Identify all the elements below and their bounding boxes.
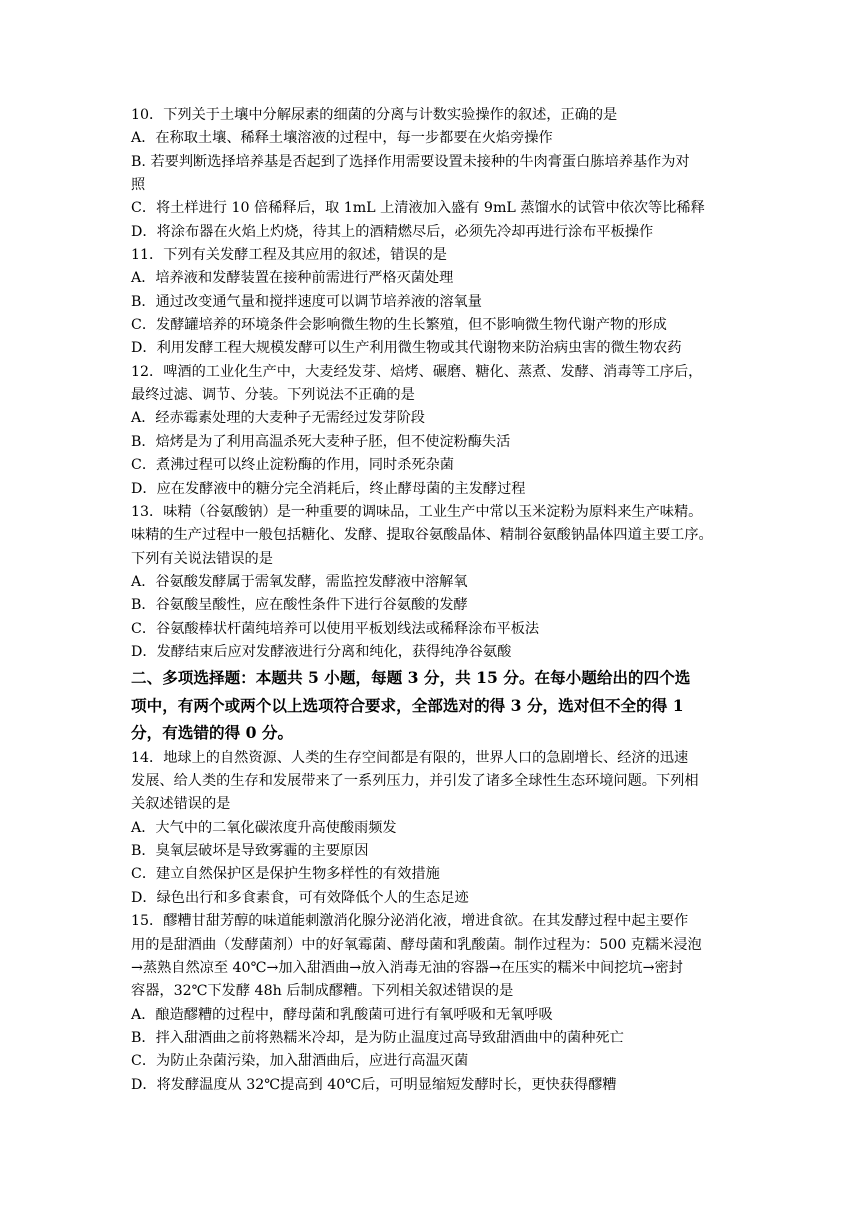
question-text-line: B．通过改变通气量和搅拌速度可以调节培养液的溶氧量: [131, 293, 482, 310]
section-heading-line: 项中，有两个或两个以上选项符合要求，全部选对的得 3 分，选对但不全的得 1: [131, 695, 684, 715]
exam-page: [131, 104, 741, 1097]
question-text-line: →蒸熟自然凉至 40℃→加入甜酒曲→放入消毒无油的容器→在压实的糯米中间挖坑→密封: [131, 959, 683, 976]
question-text-line: D．将涂布器在火焰上灼烧，待其上的酒精燃尽后，必须先冷却再进行涂布平板操作: [131, 223, 654, 240]
question-text-line: D．利用发酵工程大规模发酵可以生产利用微生物或其代谢物来防治病虫害的微生物农药: [131, 340, 682, 357]
question-text-line: 14．地球上的自然资源、人类的生存空间都是有限的，世界人口的急剧增长、经济的迅速: [131, 749, 689, 766]
question-text-line: C．为防止杂菌污染，加入甜酒曲后，应进行高温灭菌: [131, 1053, 469, 1070]
question-text-line: B．谷氨酸呈酸性，应在酸性条件下进行谷氨酸的发酵: [131, 597, 468, 614]
question-text-line: 发展、给人类的生存和发展带来了一系列压力，并引发了诸多全球性生态环境问题。下列相: [131, 773, 699, 790]
section-heading-line: 分，有选错的得 0 分。: [131, 723, 294, 743]
question-text-line: C．谷氨酸棒状杆菌纯培养可以使用平板划线法或稀释涂布平板法: [131, 620, 540, 637]
question-text-line: 照: [131, 177, 146, 194]
question-text-line: 味精的生产过程中一般包括糖化、发酵、提取谷氨酸晶体、精制谷氨酸钠晶体四道主要工序。: [131, 527, 713, 544]
question-text-line: C．发酵罐培养的环境条件会影响微生物的生长繁殖，但不影响微生物代谢产物的形成: [131, 317, 667, 334]
question-text-line: D．应在发酵液中的糖分完全消耗后，终止酵母菌的主发酵过程: [131, 480, 526, 497]
question-text-line: A．经赤霉素处理的大麦种子无需经过发芽阶段: [131, 410, 425, 427]
question-text-line: A．谷氨酸发酵属于需氧发酵，需监控发酵液中溶解氧: [131, 573, 468, 590]
question-text-line: D．将发酵温度从 32℃提高到 40℃后，可明显缩短发酵时长，更快获得醪糟: [131, 1076, 617, 1093]
question-text-line: A．在称取土壤、稀释土壤溶液的过程中，每一步都要在火焰旁操作: [131, 130, 553, 147]
question-text-line: B．拌入甜酒曲之前将熟糯米冷却，是为防止温度过高导致甜酒曲中的菌种死亡: [131, 1029, 624, 1046]
question-text-line: 13．味精（谷氨酸钠）是一种重要的调味品，工业生产中常以玉米淀粉为原料来生产味精。: [131, 503, 703, 520]
question-text-line: 15．醪糟甘甜芳醇的味道能刺激消化腺分泌消化液，增进食欲。在其发酵过程中起主要作: [131, 913, 689, 930]
section-heading-line: 二、多项选择题：本题共 5 小题，每题 3 分，共 15 分。在每小题给出的四个选: [131, 668, 691, 688]
question-text-line: A．培养液和发酵装置在接种前需进行严格灭菌处理: [131, 270, 454, 287]
question-text-line: A．酿造醪糟的过程中，酵母菌和乳酸菌可进行有氧呼吸和无氧呼吸: [131, 1006, 553, 1023]
question-text-line: C．建立自然保护区是保护生物多样性的有效措施: [131, 866, 440, 883]
question-text-line: B．臭氧层破坏是导致雾霾的主要原因: [131, 843, 369, 860]
question-text-line: A．大气中的二氧化碳浓度升高使酸雨频发: [131, 819, 397, 836]
question-text-line: 12．啤酒的工业化生产中，大麦经发芽、焙烤、碾磨、糖化、蒸煮、发酵、消毒等工序后，: [131, 363, 703, 380]
question-text-line: B. 若要判断选择培养基是否起到了选择作用需要设置未接种的牛肉膏蛋白胨培养基作为对: [131, 153, 690, 170]
question-text-line: 11．下列有关发酵工程及其应用的叙述，错误的是: [131, 247, 447, 264]
question-text-line: D．发酵结束后应对发酵液进行分离和纯化，获得纯净谷氨酸: [131, 643, 512, 660]
question-text-line: 下列有关说法错误的是: [131, 550, 273, 567]
question-text-line: 用的是甜酒曲（发酵菌剂）中的好氧霉菌、酵母菌和乳酸菌。制作过程为：500 克糯米浸泡: [131, 936, 702, 953]
question-text-line: D．绿色出行和多食素食，可有效降低个人的生态足迹: [131, 889, 469, 906]
question-text-line: 最终过滤、调节、分装。下列说法不正确的是: [131, 387, 415, 404]
question-text-line: B．焙烤是为了利用高温杀死大麦种子胚，但不使淀粉酶失活: [131, 433, 511, 450]
question-text-line: 关叙述错误的是: [131, 796, 231, 813]
question-text-line: 10．下列关于土壤中分解尿素的细菌的分离与计数实验操作的叙述，正确的是: [131, 107, 618, 123]
question-text-line: C．将土样进行 10 倍稀释后，取 1mL 上清液加入盛有 9mL 蒸馏水的试管中依次等比稀释: [131, 200, 705, 217]
question-text-line: 容器，32℃下发酵 48h 后制成醪糟。下列相关叙述错误的是: [131, 983, 514, 1000]
question-text-line: C．煮沸过程可以终止淀粉酶的作用，同时杀死杂菌: [131, 457, 454, 474]
